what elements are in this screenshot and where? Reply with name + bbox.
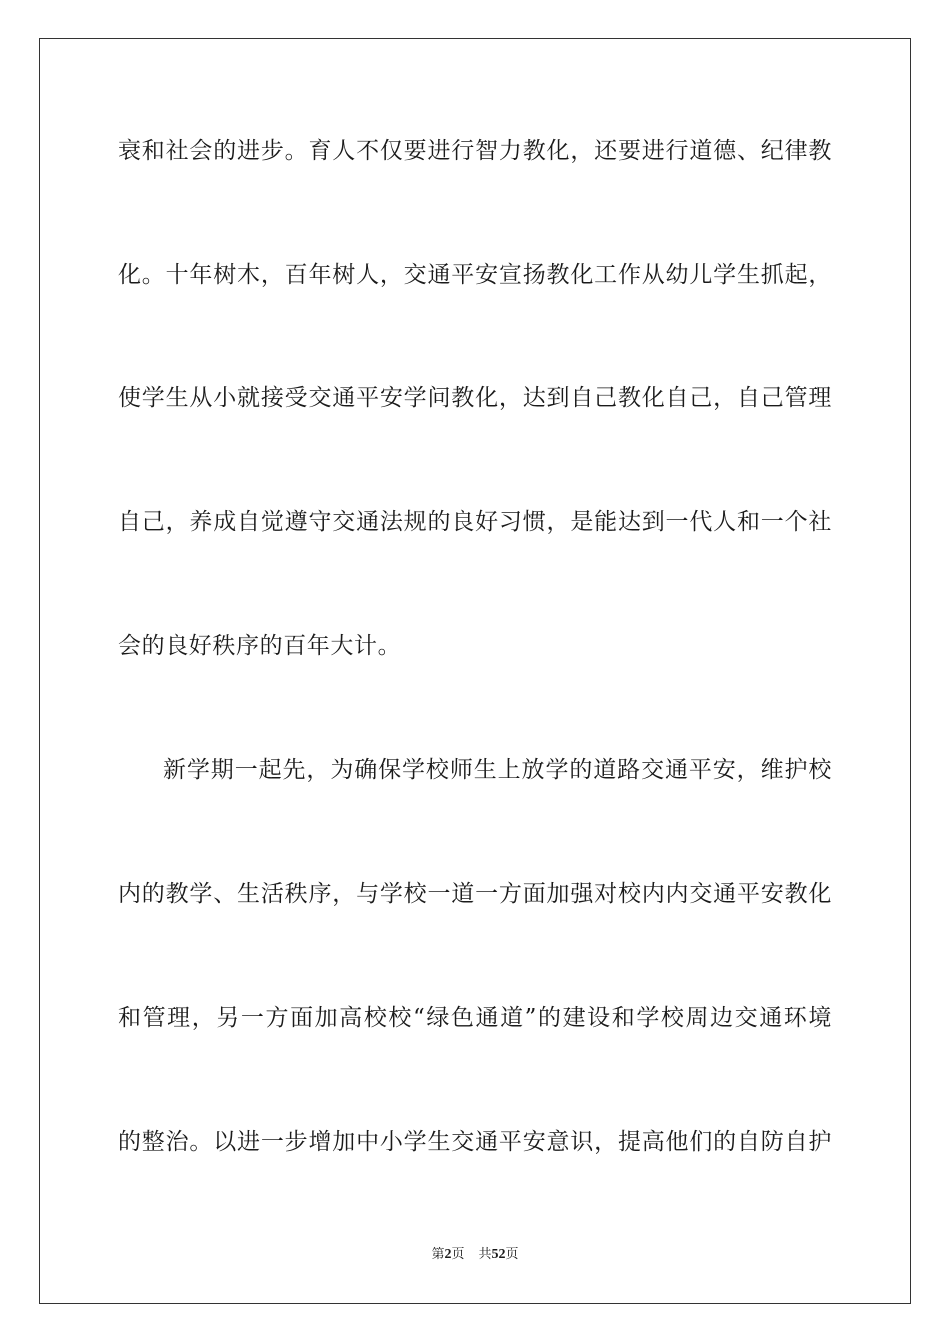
body-line-6-paragraph-start: 新学期一起先，为确保学校师生上放学的道路交通平安，维护校 [163,757,832,783]
body-line-3: 使学生从小就接受交通平安学问教化，达到自己教化自己，自己管理 [118,385,832,411]
footer-total-prefix: 共 [478,1247,492,1262]
body-line-8: 和管理，另一方面加高校校“绿色通道”的建设和学校周边交通环境 [118,1005,832,1031]
page-footer [0,1246,950,1264]
footer-page-number: 2 [444,1247,452,1262]
body-line-2: 化。十年树木，百年树人，交通平安宣扬教化工作从幼儿学生抓起， [118,262,832,288]
body-line-7: 内的教学、生活秩序，与学校一道一方面加强对校内内交通平安教化 [118,881,832,907]
page-border [39,38,911,1304]
footer-total-pages: 52 [491,1247,506,1262]
body-line-5: 会的良好秩序的百年大计。 [118,633,402,659]
footer-page-suffix: 页 [451,1247,465,1262]
body-line-4: 自己，养成自觉遵守交通法规的良好习惯，是能达到一代人和一个社 [118,509,832,535]
body-line-1: 衰和社会的进步。育人不仅要进行智力教化，还要进行道德、纪律教 [118,138,832,164]
footer-page-prefix: 第 [431,1247,445,1262]
body-line-9: 的整治。以进一步增加中小学生交通平安意识，提高他们的自防自护 [118,1129,832,1155]
footer-total-suffix: 页 [505,1247,519,1262]
